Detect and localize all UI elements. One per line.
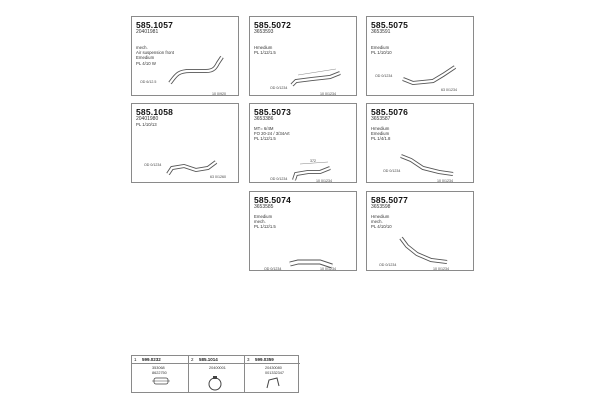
accessory-code: 599.0232 (142, 357, 161, 362)
accessory-qty: 1 (134, 357, 137, 362)
dimension-label: 10 0/1234 (437, 179, 453, 183)
pipe-drawing (132, 104, 240, 184)
pipe-drawing (367, 104, 475, 184)
part-oem-number: 3653593 (254, 29, 274, 35)
part-note: Hmedium (254, 45, 273, 50)
dimension-label: OD 6/12.5 (140, 80, 157, 84)
part-note: mech. (371, 219, 383, 225)
part-note: Emedium (371, 131, 390, 137)
accessory-oem-number: 20400001 (209, 366, 226, 370)
accessories-table (131, 355, 299, 393)
accessory-oem-number: 353068 (152, 366, 165, 370)
accessory-oem-number: 8622750 (152, 370, 167, 375)
clamp-icon (132, 356, 188, 394)
accessory-oem-number: 001332347 (265, 370, 285, 375)
part-code: 585.5074 (254, 195, 292, 205)
part-note: Air suspension front (136, 50, 174, 56)
dimension-label: 10 0/1234 (316, 179, 332, 183)
part-card-585-5077[interactable] (366, 191, 474, 271)
part-code: 585.1057 (136, 20, 174, 30)
accessory-oem-number: 20430080 (265, 366, 282, 370)
part-note: mech. (136, 45, 148, 50)
part-code: 585.5075 (371, 20, 409, 30)
pipe-drawing (250, 17, 358, 97)
part-note: Hmedium (371, 126, 390, 131)
accessory-qty: 3 (247, 357, 250, 362)
dimension-label: 63 0/1234 (441, 88, 457, 92)
part-note: PL 1/4/1.8 (371, 136, 391, 142)
bracket-icon (245, 356, 301, 394)
part-note: PL 1/10/10 (371, 50, 392, 56)
dimension-label: 10 0/1234 (433, 267, 449, 271)
part-oem-number: 3653591 (371, 29, 391, 35)
dimension-label: OD 0/1234 (264, 267, 282, 271)
part-code: 585.5072 (254, 20, 292, 30)
part-note: PL 1/12/1.5 (254, 50, 276, 56)
pipe-drawing (367, 17, 475, 97)
pipe-drawing (250, 192, 358, 272)
part-note: PL 1/12/1.5 (254, 224, 276, 230)
accessory-qty: 2 (191, 357, 194, 362)
part-card-585-5074[interactable] (249, 191, 357, 271)
dimension-label: 10 0/1234 (320, 92, 336, 96)
dimension-label: OD 0/1234 (144, 163, 162, 167)
accessory-cell[interactable] (244, 356, 300, 392)
part-oem-number: 3653587 (371, 116, 391, 122)
part-oem-number: 3653386 (254, 116, 274, 122)
part-card-585-1057[interactable] (131, 16, 239, 96)
part-oem-number: 3653598 (371, 204, 391, 210)
part-note: PL 1/10/13 (136, 122, 157, 127)
dimension-label: OD 0/1234 (270, 86, 288, 90)
part-card-585-5072[interactable] (249, 16, 357, 96)
part-note: PL 4/10 W (136, 60, 156, 66)
part-code: 585.5077 (371, 195, 409, 205)
accessory-code: 585.1014 (199, 357, 218, 362)
dimension-label: OD 0/1234 (270, 177, 288, 181)
dimension-label: 10 0/920 (212, 92, 226, 96)
dimension-label: OD 0/1234 (379, 263, 397, 267)
dimension-label: OD 0/1234 (383, 169, 401, 173)
pipe-drawing (367, 192, 475, 272)
part-code: 585.5076 (371, 107, 409, 117)
part-card-585-5075[interactable] (366, 16, 474, 96)
accessory-code: 599.0359 (255, 357, 274, 362)
part-note: MT= 6/4M (254, 126, 274, 131)
pipe-drawing (250, 104, 358, 184)
accessory-cell[interactable] (188, 356, 244, 392)
dimension-label: 63 0/1260 (210, 175, 226, 179)
dimension-label: 10 0/1234 (320, 267, 336, 271)
accessory-cell[interactable] (132, 356, 188, 392)
ring-clamp-icon (189, 356, 245, 394)
part-oem-number: 20401980 (136, 116, 159, 122)
part-card-585-1058[interactable] (131, 103, 239, 183)
dimension-label: OD 0/1234 (375, 74, 393, 78)
part-note: Hmedium (371, 214, 390, 219)
part-note: mech. (254, 219, 266, 225)
part-note: Emedium (371, 45, 390, 50)
part-code: 585.1058 (136, 107, 174, 117)
part-oem-number: 3653585 (254, 204, 274, 210)
part-card-585-5076[interactable] (366, 103, 474, 183)
part-card-585-5073[interactable] (249, 103, 357, 183)
dimension-label: 372 (310, 159, 316, 163)
part-note: PL 4/10/10 (371, 224, 392, 230)
pipe-drawing (132, 17, 240, 97)
part-note: PL 1/12/1.5 (254, 136, 276, 142)
part-note: Emedium (136, 55, 155, 61)
part-note: FO 20-24 / 3/34Art (254, 131, 290, 137)
part-code: 585.5073 (254, 107, 292, 117)
part-note: Emedium (254, 214, 273, 219)
part-oem-number: 20401981 (136, 29, 159, 35)
